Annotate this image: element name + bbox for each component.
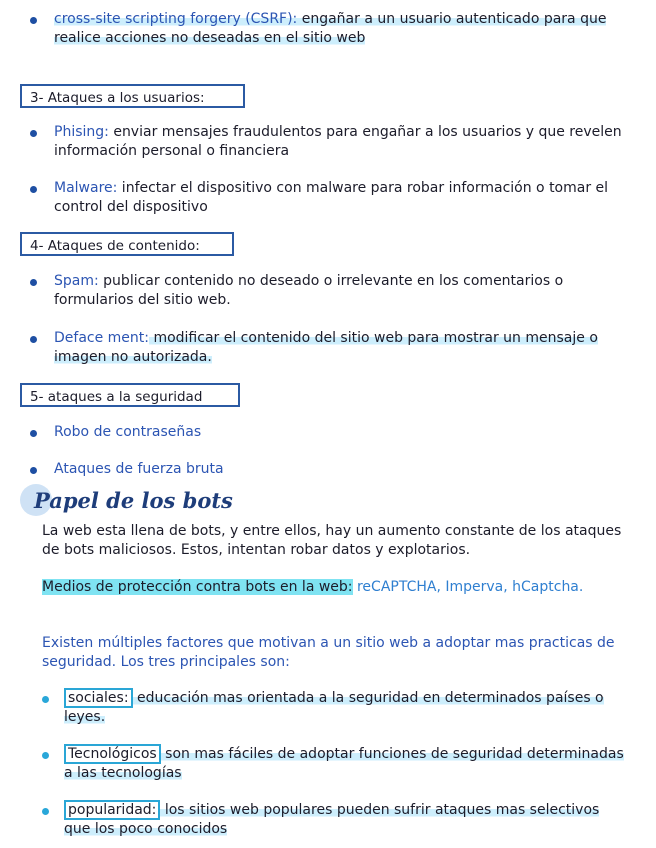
bullet-dot: [30, 279, 37, 286]
protection-label: Medios de protección contra bots en la web:: [42, 579, 353, 595]
section-title-bots: Papel de los bots: [34, 488, 233, 513]
bullet-dot: [30, 430, 37, 437]
factor-desc-tecnologicos: son mas fáciles de adoptar funciones de seguridad determinadas a las tecnologías: [64, 746, 624, 781]
list-item: [64, 689, 626, 727]
section-heading-usuarios: 3- Ataques a los usuarios:: [20, 84, 245, 108]
desc-malware: infectar el dispositivo con malware para robar información o tomar el control del dispositivo: [54, 180, 609, 215]
factor-term-popularidad: popularidad:: [64, 800, 160, 820]
term-phising: Phising:: [54, 124, 109, 140]
bullet-dot: [30, 130, 37, 137]
desc-phising: enviar mensajes fraudulentos para engañar a los usuarios y que revelen información personal o financiera: [54, 124, 622, 159]
bullet-dot: [30, 17, 37, 24]
list-item: [64, 801, 626, 839]
term-defacement: Deface ment:: [54, 330, 149, 346]
desc-defacement: modificar el contenido del sitio web para mostrar un mensaje o imagen no autorizada.: [54, 330, 598, 365]
term-spam: Spam:: [54, 273, 99, 289]
bullet-dot: [42, 752, 49, 759]
term-csrf: cross-site scripting forgery (CSRF):: [54, 11, 298, 27]
list-item: [54, 329, 626, 367]
bots-intro: La web esta llena de bots, y entre ellos, hay un aumento constante de los ataques de bots maliciosos. Estos, intentan robar datos y explotarios.: [42, 523, 622, 558]
bullet-dot: [42, 808, 49, 815]
list-item: [64, 745, 626, 783]
bullet-dot: [30, 336, 37, 343]
section-heading-contenido: 4- Ataques de contenido:: [20, 232, 234, 256]
protection-values: reCAPTCHA, Imperva, hCaptcha.: [352, 579, 584, 595]
factor-term-tecnologicos: Tecnológicos: [64, 744, 161, 764]
term-malware: Malware:: [54, 180, 118, 196]
list-item: [54, 10, 626, 48]
bullet-dot: [42, 696, 49, 703]
section-heading-seguridad: 5- ataques a la seguridad: [20, 383, 240, 407]
term-robo: Robo de contraseñas: [54, 424, 202, 440]
list-item: [54, 123, 626, 161]
list-item: [54, 423, 626, 442]
bullet-dot: [30, 186, 37, 193]
bots-protection: [42, 578, 628, 597]
desc-csrf: engañar a un usuario autenticado para que realice acciones no deseadas en el sitio web: [54, 11, 607, 46]
term-fuerza-bruta: Ataques de fuerza bruta: [54, 461, 224, 477]
factor-desc-popularidad: los sitios web populares pueden sufrir ataques mas selectivos que los poco conocidos: [64, 802, 600, 837]
desc-spam: publicar contenido no deseado o irrelevante en los comentarios o formularios del sitio web.: [54, 273, 564, 308]
factor-desc-sociales: educación mas orientada a la seguridad en determinados países o leyes.: [64, 690, 604, 725]
list-item: [54, 272, 626, 310]
list-item: [54, 460, 626, 479]
factor-term-sociales: sociales:: [64, 688, 133, 708]
list-item: [54, 179, 626, 217]
bullet-dot: [30, 467, 37, 474]
factors-intro: Existen múltiples factores que motivan a un sitio web a adoptar mas practicas de seguridad. Los tres principales son:: [42, 635, 615, 670]
